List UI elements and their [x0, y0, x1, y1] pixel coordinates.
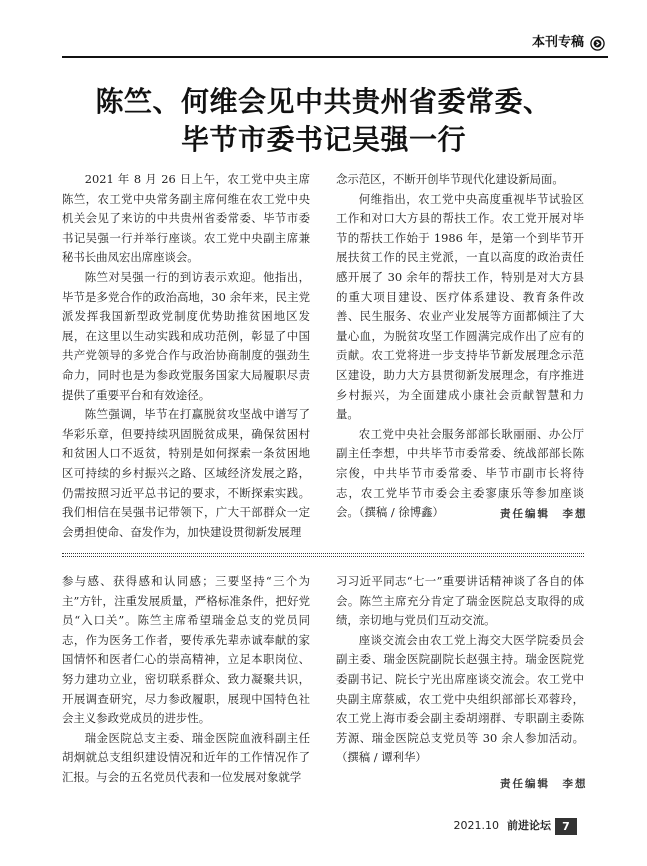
- paragraph: 陈竺强调，毕节在打赢脱贫攻坚战中谱写了华彩乐章，但要持续巩固脱贫成果，确保贫困村和贫困人口不返贫，特别是如何探索一条贫困地区可持续的乡村振兴之路、区域经济发展之路，仍需按照习近平总书记的要求，不断探索实践。我们相信在吴强书记带领下，广大干部群众一定会勇担使命、奋发作为，加快建设贯彻新发展理: [62, 407, 310, 539]
- circle-arrow-icon: [590, 36, 605, 51]
- page-number: 7: [555, 818, 577, 835]
- paragraph: 2021 年 8 月 26 日上午，农工党中央主席陈竺，农工党中央常务副主席何维在农工党中央机关会见了来访的中共贵州省委常委、毕节市委书记吴强一行并举行座谈。农工党中央副主席兼秘书长曲凤宏出席座谈会。: [62, 172, 310, 265]
- article-title-line-2: 毕节市委书记吴强一行: [180, 123, 466, 156]
- section-label-text: 本刊专稿: [531, 35, 584, 50]
- issue-number: 2021.10: [453, 819, 499, 832]
- paragraph: 何维指出，农工党中央高度重视毕节试验区工作和对口大方县的帮扶工作。农工党开展对毕节的帮扶工作始于 1986 年，是第一个到毕节开展扶贫工作的民主党派，一直以高度的政治责任感开展了 30 余年的帮扶工作，特别是对大方县的重大项目建设、医疗体系建设、教育条件改善、民生服务、农业产业发展等方面都倾注了大量心血，为脱贫攻坚工作圆满完成作出了应有的贡献。农工党将进一步支持毕节新发展理念示范区建设，助力大方县贯彻新发展理念，有序推进乡村振兴，为全面建成小康社会贡献智慧和力量。: [336, 191, 584, 422]
- paragraph: 习习近平同志“七一”重要讲话精神谈了各自的体会。陈竺主席充分肯定了瑞金医院总支取得的成绩，亲切地与党员们互动交流。: [336, 574, 584, 628]
- footer-info: [454, 818, 552, 834]
- editor-credit: 责任编辑 李想: [500, 778, 588, 790]
- section-divider: [62, 553, 584, 557]
- header-rule: [62, 56, 608, 58]
- article-column-1: [62, 170, 310, 539]
- paragraph: 农工党中央社会服务部部长耿丽丽、办公厅副主任李想，中共毕节市委常委、统战部部长陈宗俊，中共毕节市委常委、毕节市副市长将待志，农工党毕节市委会主委寥康乐等参加座谈会。（撰稿 / 徐博鑫）: [336, 426, 584, 520]
- article-title-line-1: 陈竺、何维会见中共贵州省委常委、: [95, 85, 552, 118]
- paragraph: 瑞金医院总支主委、瑞金医院血液科副主任胡炯就总支组织建设情况和近年的工作情况作了汇报。与会的五名党员代表和一位发展对象就学: [62, 730, 310, 784]
- article2-column-2: [336, 572, 584, 768]
- paragraph: 念示范区，不断开创毕节现代化建设新局面。: [336, 172, 564, 186]
- section-label: [532, 34, 605, 52]
- article2-column-1: [62, 572, 310, 784]
- paragraph: 座谈交流会由农工党上海交大医学院委员会副主委、瑞金医院副院长赵强主持。瑞金医院党委副书记、院长宁光出席座谈交流会。农工党中央副主席蔡威，农工党中央组织部部长邓蓉玲，农工党上海市委会副主委胡翊群、专职副主委陈芳源、瑞金医院总支党员等 30 余人参加活动。（撰稿 / 谭利华）: [336, 632, 584, 765]
- paragraph: 参与感、获得感和认同感；三要坚持“三个为主”方针，注重发展质量，严格标准条件，把好党员“入口关”。陈竺主席希望瑞金总支的党员同志，作为医务工作者，要传承先辈赤诚奉献的家国情怀和医者仁心的崇高精神，立足本职岗位、努力建功立业，密切联系群众、致力凝聚共识，开展调查研究，尽力参政履职，展现中国特色社会主义参政党成员的进步性。: [62, 574, 310, 726]
- magazine-name: 前进论坛: [507, 819, 551, 832]
- paragraph: 陈竺对吴强一行的到访表示欢迎。他指出，毕节是多党合作的政治高地，30 余年来，民主党派发挥我国新型政党制度优势助推贫困地区发展，在这里以生动实践和成功范例，彰显了中国共产党领导的多党合作与政治协商制度的强劲生命力，同时也是为参政党服务国家大局履职尽责提供了重要平台和有效途径。: [62, 269, 310, 402]
- page-footer: [0, 818, 647, 838]
- editor-credit: 责任编辑 李想: [500, 508, 588, 520]
- page-header: [0, 34, 647, 58]
